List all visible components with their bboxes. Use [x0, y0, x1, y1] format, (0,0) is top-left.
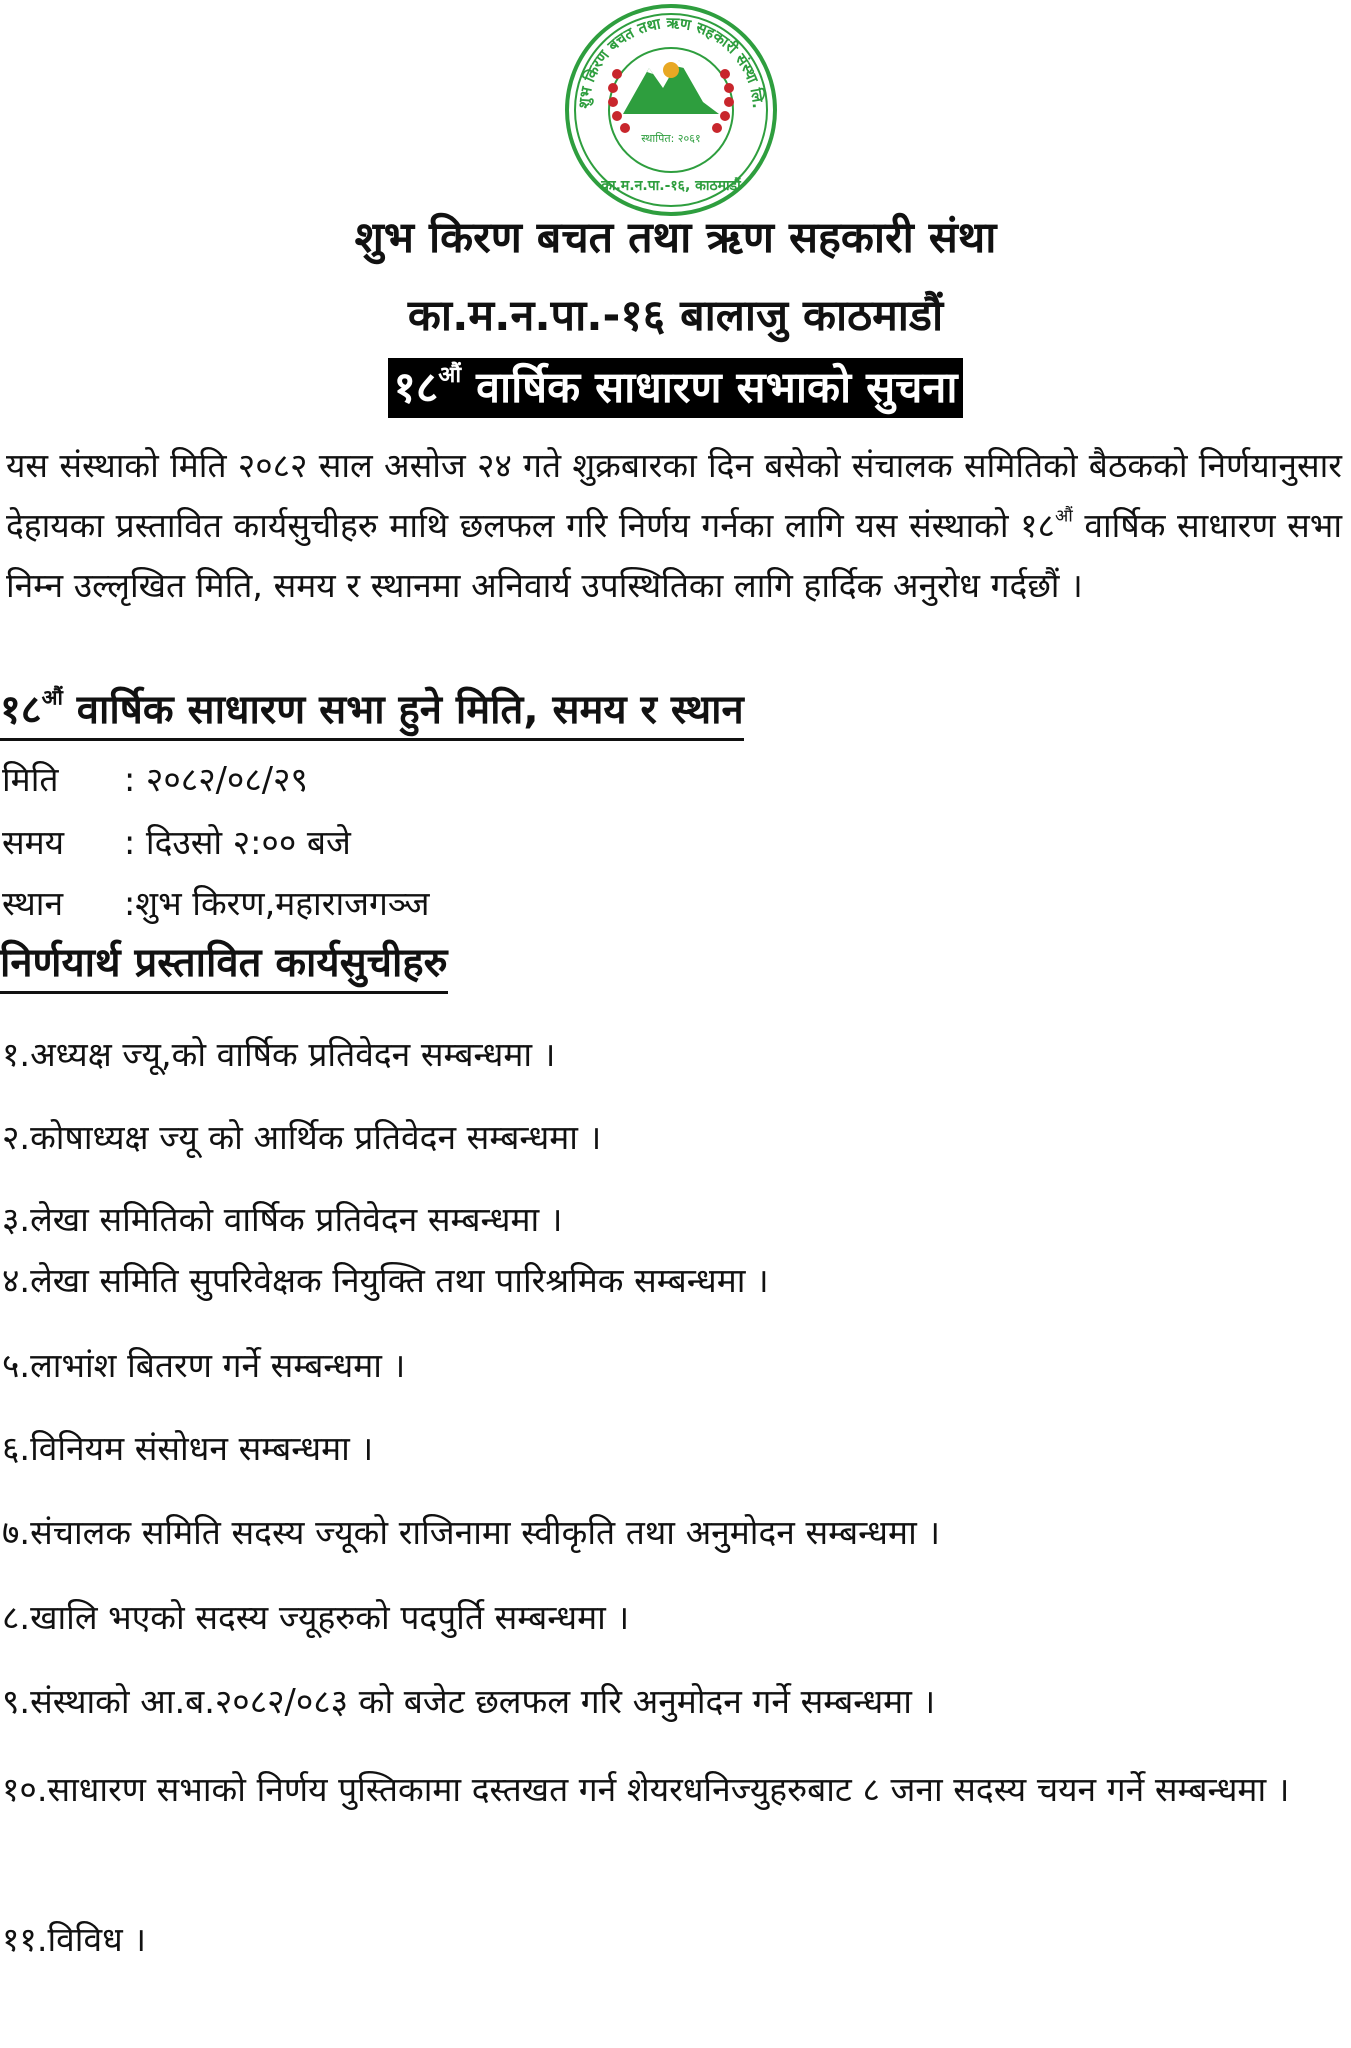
- agenda-heading: निर्णयार्थ प्रस्तावित कार्यसुचीहरु: [0, 935, 448, 994]
- agenda-item: ९.संस्थाको आ.ब.२०८२/०८३ को बजेट छलफल गरि अनुमोदन गर्ने सम्बन्धमा ।: [2, 1682, 936, 1721]
- seal-ring-text: शुभ किरण बचत तथा ऋण सहकारी संस्था लि.: [574, 13, 768, 110]
- organization-name: शुभ किरण बचत तथा ऋण सहकारी संथा: [354, 213, 997, 263]
- time-value: : दिउसो २:०० बजे: [124, 823, 351, 862]
- meeting-heading-superscript: औं: [41, 685, 63, 710]
- agenda-item: ३.लेखा समितिको वार्षिक प्रतिवेदन सम्बन्धमा ।: [2, 1200, 563, 1239]
- agenda-item: ८.खालि भएको सदस्य ज्यूहरुको पदपुर्ति सम्बन्धमा ।: [2, 1598, 630, 1637]
- seal-bottom-text: का.म.न.पा.-१६, काठमाडौं: [601, 178, 741, 194]
- date-label: मिति: [2, 760, 59, 799]
- meeting-heading-number: १८: [0, 687, 42, 733]
- intro-text-1: यस संस्थाको मिति २०८२ साल असोज २४ गते शुक्रबारका दिन बसेको संचालक समितिको बैठकको निर्णयानुसार देहायका प्रस्तावित कार्यसुचीहरु माथि छलफल गरि निर्णय गर्नका लागि यस संस्थाको १८: [6, 446, 1342, 545]
- agenda-item: २.कोषाध्यक्ष ज्यू को आर्थिक प्रतिवेदन सम्बन्धमा ।: [2, 1118, 602, 1157]
- intro-text-2: वार्षिक साधारण सभा निम्न उल्लृखित मिति, समय र स्थानमा अनिवार्य उपस्थितिका लागि हार्दिक अनुरोध गर्दछौं ।: [6, 506, 1342, 605]
- notice-title-text: वार्षिक साधारण सभाको सुचना: [461, 363, 958, 413]
- intro-paragraph: [6, 436, 1342, 616]
- meeting-place-row: [2, 876, 429, 932]
- agenda-item: ७.संचालक समिति सदस्य ज्यूको राजिनामा स्वीकृति तथा अनुमोदन सम्बन्धमा ।: [2, 1513, 941, 1552]
- seal-established: स्थापित: २०६१: [641, 132, 701, 145]
- meeting-details-heading: [0, 682, 744, 741]
- intro-superscript: औं: [1054, 506, 1073, 527]
- agenda-item: ५.लाभांश बितरण गर्ने सम्बन्धमा ।: [2, 1346, 406, 1385]
- agenda-item: १०.साधारण सभाको निर्णय पुस्तिकामा दस्तखत गर्न शेयरधनिज्युहरुबाट ८ जना सदस्य चयन गर्ने सम्बन्धमा ।: [2, 1770, 1290, 1809]
- meeting-date-row: [2, 752, 308, 808]
- place-label: स्थान: [2, 884, 64, 923]
- meeting-time-row: [2, 815, 351, 871]
- notice-title-number: १८: [393, 363, 439, 413]
- agenda-item: १.अध्यक्ष ज्यू,को वार्षिक प्रतिवेदन सम्बन्धमा ।: [2, 1035, 556, 1074]
- place-value: :शुभ किरण,महाराजगञ्ज: [124, 884, 430, 923]
- notice-title: [388, 358, 964, 418]
- notice-title-superscript: औं: [438, 361, 462, 388]
- agenda-item: ११.विविध ।: [2, 1920, 147, 1959]
- organization-seal-logo: [551, 2, 791, 218]
- agenda-item: ६.विनियम संसोधन सम्बन्धमा ।: [2, 1429, 374, 1468]
- organization-address: का.म.न.पा.-१६ बालाजु काठमाडौं: [407, 291, 944, 341]
- time-label: समय: [2, 823, 65, 862]
- agenda-item: ४.लेखा समिति सुपरिवेक्षक नियुक्ति तथा पारिश्रमिक सम्बन्धमा ।: [2, 1261, 769, 1300]
- meeting-heading-text: वार्षिक साधारण सभा हुने मिति, समय र स्थान: [62, 687, 744, 733]
- date-value: : २०८२/०८/२९: [124, 760, 308, 799]
- seal-graphic: [551, 2, 791, 218]
- notice-title-wrap: [0, 358, 1351, 418]
